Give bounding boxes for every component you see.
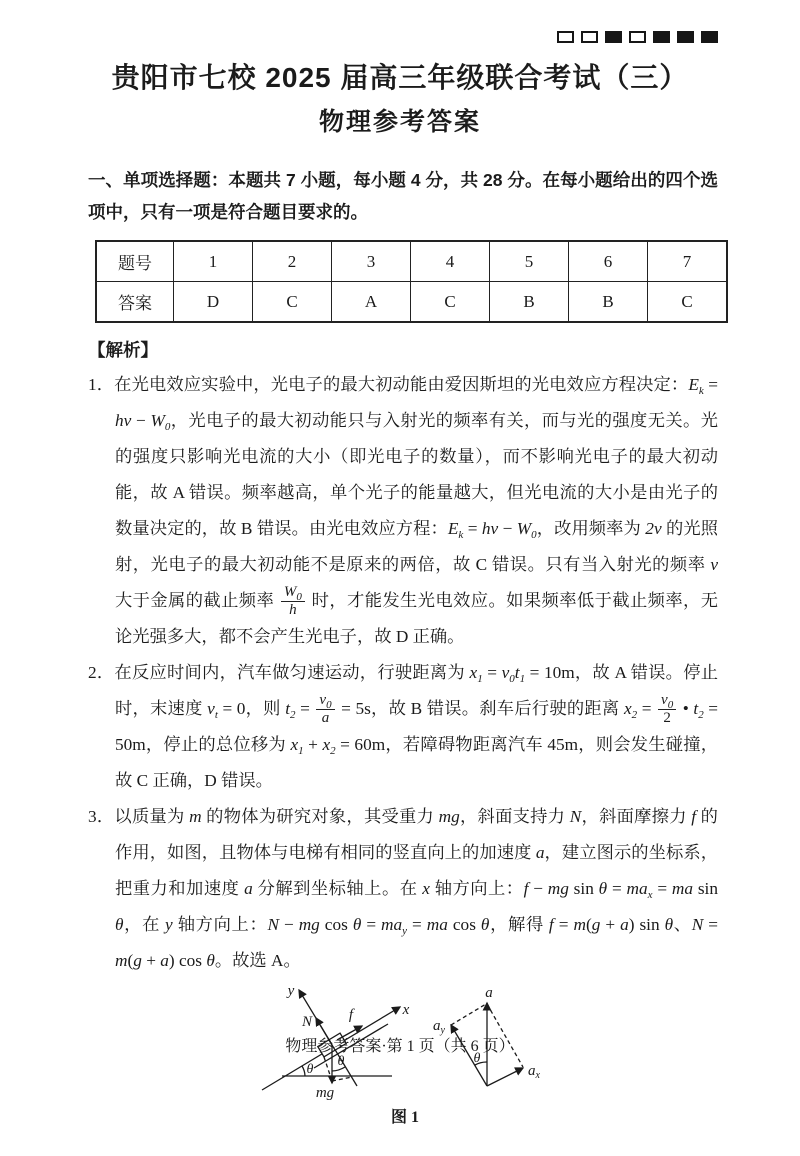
math-var: ma	[626, 879, 648, 898]
x-axis-label: x	[402, 1002, 410, 1018]
math-var: E	[688, 375, 699, 394]
math-var: a	[160, 951, 169, 970]
math-subscript: 0	[326, 698, 332, 711]
math-subscript: 2	[330, 745, 336, 757]
math-var: W	[150, 411, 165, 430]
math-var: E	[447, 519, 459, 538]
figure-caption: 图 1	[390, 1109, 419, 1126]
a-y-label: $a_y$	[433, 1018, 445, 1036]
math-var: ν	[710, 555, 718, 574]
math-var: g	[133, 951, 142, 970]
math-var: W	[283, 583, 297, 600]
normal-force-label: N	[301, 1014, 313, 1030]
math-var: mg	[547, 879, 569, 898]
math-var: x	[469, 663, 478, 682]
fraction	[281, 585, 305, 618]
open-square-mark	[581, 31, 598, 43]
open-square-mark	[557, 31, 574, 43]
solution-number: 3．	[88, 807, 115, 826]
math-subscript: y	[402, 925, 408, 937]
filled-square-mark	[677, 31, 694, 43]
math-subscript: 2	[698, 709, 704, 721]
math-subscript: 0	[531, 529, 537, 541]
math-var: mg	[438, 807, 460, 826]
question-number-cell: 6	[569, 241, 648, 282]
acceleration-label: a	[485, 985, 493, 1001]
corner-registration-marks	[557, 31, 725, 45]
solution-item: 2．在反应时间内，汽车做匀速运动，行驶距离为 $x_1 = v_0t_1 = 10m$，故 A 错误。停止时，末速度 $v_t = 0$，则 $t_2$ = $\frac{v_0}{a}$ = 5s，故 B 错误。刹车后行驶的距离 $x_2$ = $\frac{v_0}{2}$ • $t_2 = 50m$，停止的总位移为 $x_1 + x_2 = 60m$，若障碍物距离汽车 45m，则会发生碰撞，故 C 正确，D 错误。	[88, 663, 719, 790]
a-x-component-arrow	[487, 1068, 523, 1086]
math-subscript: 2	[631, 709, 638, 721]
solution-number: 2．	[88, 663, 115, 682]
math-subscript: k	[698, 385, 704, 397]
solution-item: 3．以质量为 m 的物体为研究对象，其受重力 mg，斜面支持力 N，斜面摩擦力 f 的作用，如图，且物体与电梯有相同的竖直向上的加速度 a，建立图示的坐标系，把重力和加速度 a 分解到坐标轴上。在 x 轴方向上：f − mg $\sin \theta = ma_x$ = ma sin θ，在 y 轴方向上：N − mg $\cos \theta = ma_y$ = ma cos θ，解得 f = m(g + a) sin θ、N = m(g + a) cos θ。故选 A。	[88, 807, 718, 970]
question-number-cell: 4	[411, 241, 490, 282]
incline-angle-arc	[302, 1066, 305, 1076]
page-title: 贵阳市七校 2025 届高三年级联合考试（三）	[111, 62, 689, 93]
answer-cell: D	[174, 282, 253, 323]
math-var: m	[573, 915, 586, 934]
y-axis-label: y	[287, 983, 295, 999]
answer-cell: A	[332, 282, 411, 323]
math-var: θ	[480, 915, 490, 934]
math-var: θ	[598, 879, 608, 898]
answer-cell: B	[490, 282, 569, 323]
math-var: a	[535, 843, 545, 862]
math-var: f	[523, 879, 529, 898]
math-subscript: 1	[477, 673, 483, 685]
math-var: m	[189, 807, 202, 826]
math-var: t	[693, 699, 699, 718]
math-subscript: 1	[519, 673, 526, 685]
math-var: a	[620, 915, 629, 934]
question-number-cell: 5	[490, 241, 569, 282]
math-var: ma	[671, 879, 694, 898]
math-var: v	[207, 699, 215, 718]
math-var: hν	[115, 411, 132, 430]
solution-number: 1．	[88, 375, 115, 394]
filled-square-mark	[605, 31, 622, 43]
page-subtitle: 物理参考答案	[318, 108, 481, 136]
section-intro: 一、单项选择题：本题共 7 小题，每小题 4 分，共 28 分。在每小题给出的四个选项中，只有一项是符合题目要求的。	[88, 170, 718, 222]
answer-row	[96, 282, 727, 323]
math-var: θ	[352, 915, 362, 934]
math-subscript: k	[458, 529, 464, 541]
open-square-mark	[629, 31, 646, 43]
math-var: θ	[115, 915, 124, 934]
filled-square-mark	[653, 31, 670, 43]
incline-angle-label: θ	[306, 1062, 314, 1077]
answer-cell: C	[411, 282, 490, 323]
math-var: θ	[664, 915, 674, 934]
math-subscript: x	[647, 889, 653, 901]
vector-angle-label: θ	[473, 1051, 481, 1066]
question-number-cell: 1	[174, 241, 253, 282]
parallelogram-dashed-2	[487, 1004, 523, 1067]
math-var: mg	[298, 915, 320, 934]
solution-item: 1．在光电效应实验中，光电子的最大初动能由爱因斯坦的光电效应方程决定：$E_k = h\nu - W_0$，光电子的最大初动能只与入射光的频率有关，而与光的强度无关。光的强度只影响光电流的大小（即光电子的数量），而不影响光电子的最大初动能，故 A 错误。频率越高，单个光子的能量越大，但光电流的大小是由光子的数量决定的，故 B 错误。由光电效应方程：$E_k = h\nu - W_0$，改用频率为 2ν 的光照射，光电子的最大初动能不是原来的两倍，故 C 错误。只有当入射光的频率 ν 大于金属的截止频率 $\frac{W_0}{h}$ 时，才能发生光电效应。如果频率低于截止频率，无论光强多大，都不会产生光电子，故 D 正确。	[88, 375, 719, 646]
math-var: a	[321, 709, 330, 726]
answer-cell: B	[569, 282, 648, 323]
math-subscript: 1	[298, 745, 304, 757]
math-var: ma	[381, 915, 403, 934]
construction-dashed-2	[332, 1077, 352, 1081]
fraction: $\frac{v_0}{2}$	[658, 693, 676, 726]
a-x-label: $a_x$	[528, 1063, 540, 1081]
solutions	[88, 367, 718, 979]
math-var: θ	[206, 951, 215, 970]
math-var: m	[115, 951, 128, 970]
math-var: ma	[426, 915, 448, 934]
question-number-cell: 2	[253, 241, 332, 282]
filled-square-mark	[701, 31, 718, 43]
math-var: x	[290, 735, 299, 754]
math-var: y	[165, 915, 173, 934]
math-var: f	[691, 807, 697, 826]
qnum-label-cell: 题号	[96, 241, 174, 282]
math-var: v	[501, 663, 510, 682]
math-subscript: 0	[296, 590, 302, 603]
question-number-cell: 3	[332, 241, 411, 282]
math-var: x	[624, 699, 632, 718]
analysis-heading: 【解析】	[88, 340, 158, 360]
page-footer: 物理参考答案·第 1 页（共 6 页）	[285, 1038, 515, 1055]
math-subscript: 2	[290, 709, 296, 721]
answer-cell: C	[648, 282, 728, 323]
math-var: t	[285, 699, 291, 718]
math-var: W	[516, 519, 532, 538]
decomposition-angle-label: θ	[337, 1054, 345, 1069]
answer-table	[95, 240, 728, 323]
math-subscript: 0	[509, 673, 515, 685]
math-var: x	[322, 735, 331, 754]
gravity-label: mg	[315, 1085, 335, 1101]
math-var: v	[661, 691, 668, 708]
math-var: f	[548, 915, 554, 934]
math-var: N	[267, 915, 279, 934]
math-var: N	[691, 915, 704, 934]
parallelogram-dashed-1	[451, 1004, 486, 1025]
construction-dashed-1	[324, 1057, 332, 1081]
math-var: hν	[481, 519, 499, 538]
fraction	[316, 693, 334, 726]
math-var: a	[244, 879, 253, 898]
math-var: h	[289, 601, 297, 618]
math-var: x	[422, 879, 430, 898]
question-number-cell: 7	[648, 241, 728, 282]
math-var: 2ν	[645, 519, 662, 538]
math-var: g	[591, 915, 601, 934]
question-number-row	[96, 241, 727, 282]
answer-label-cell: 答案	[96, 282, 174, 323]
answer-cell: C	[253, 282, 332, 323]
math-subscript: 0	[667, 698, 674, 711]
math-subscript: 0	[164, 421, 171, 433]
math-var: N	[569, 807, 582, 826]
math-subscript: t	[214, 709, 218, 721]
math-var: t	[514, 663, 520, 682]
math-var: v	[319, 691, 327, 708]
friction-label: f	[348, 1007, 354, 1023]
